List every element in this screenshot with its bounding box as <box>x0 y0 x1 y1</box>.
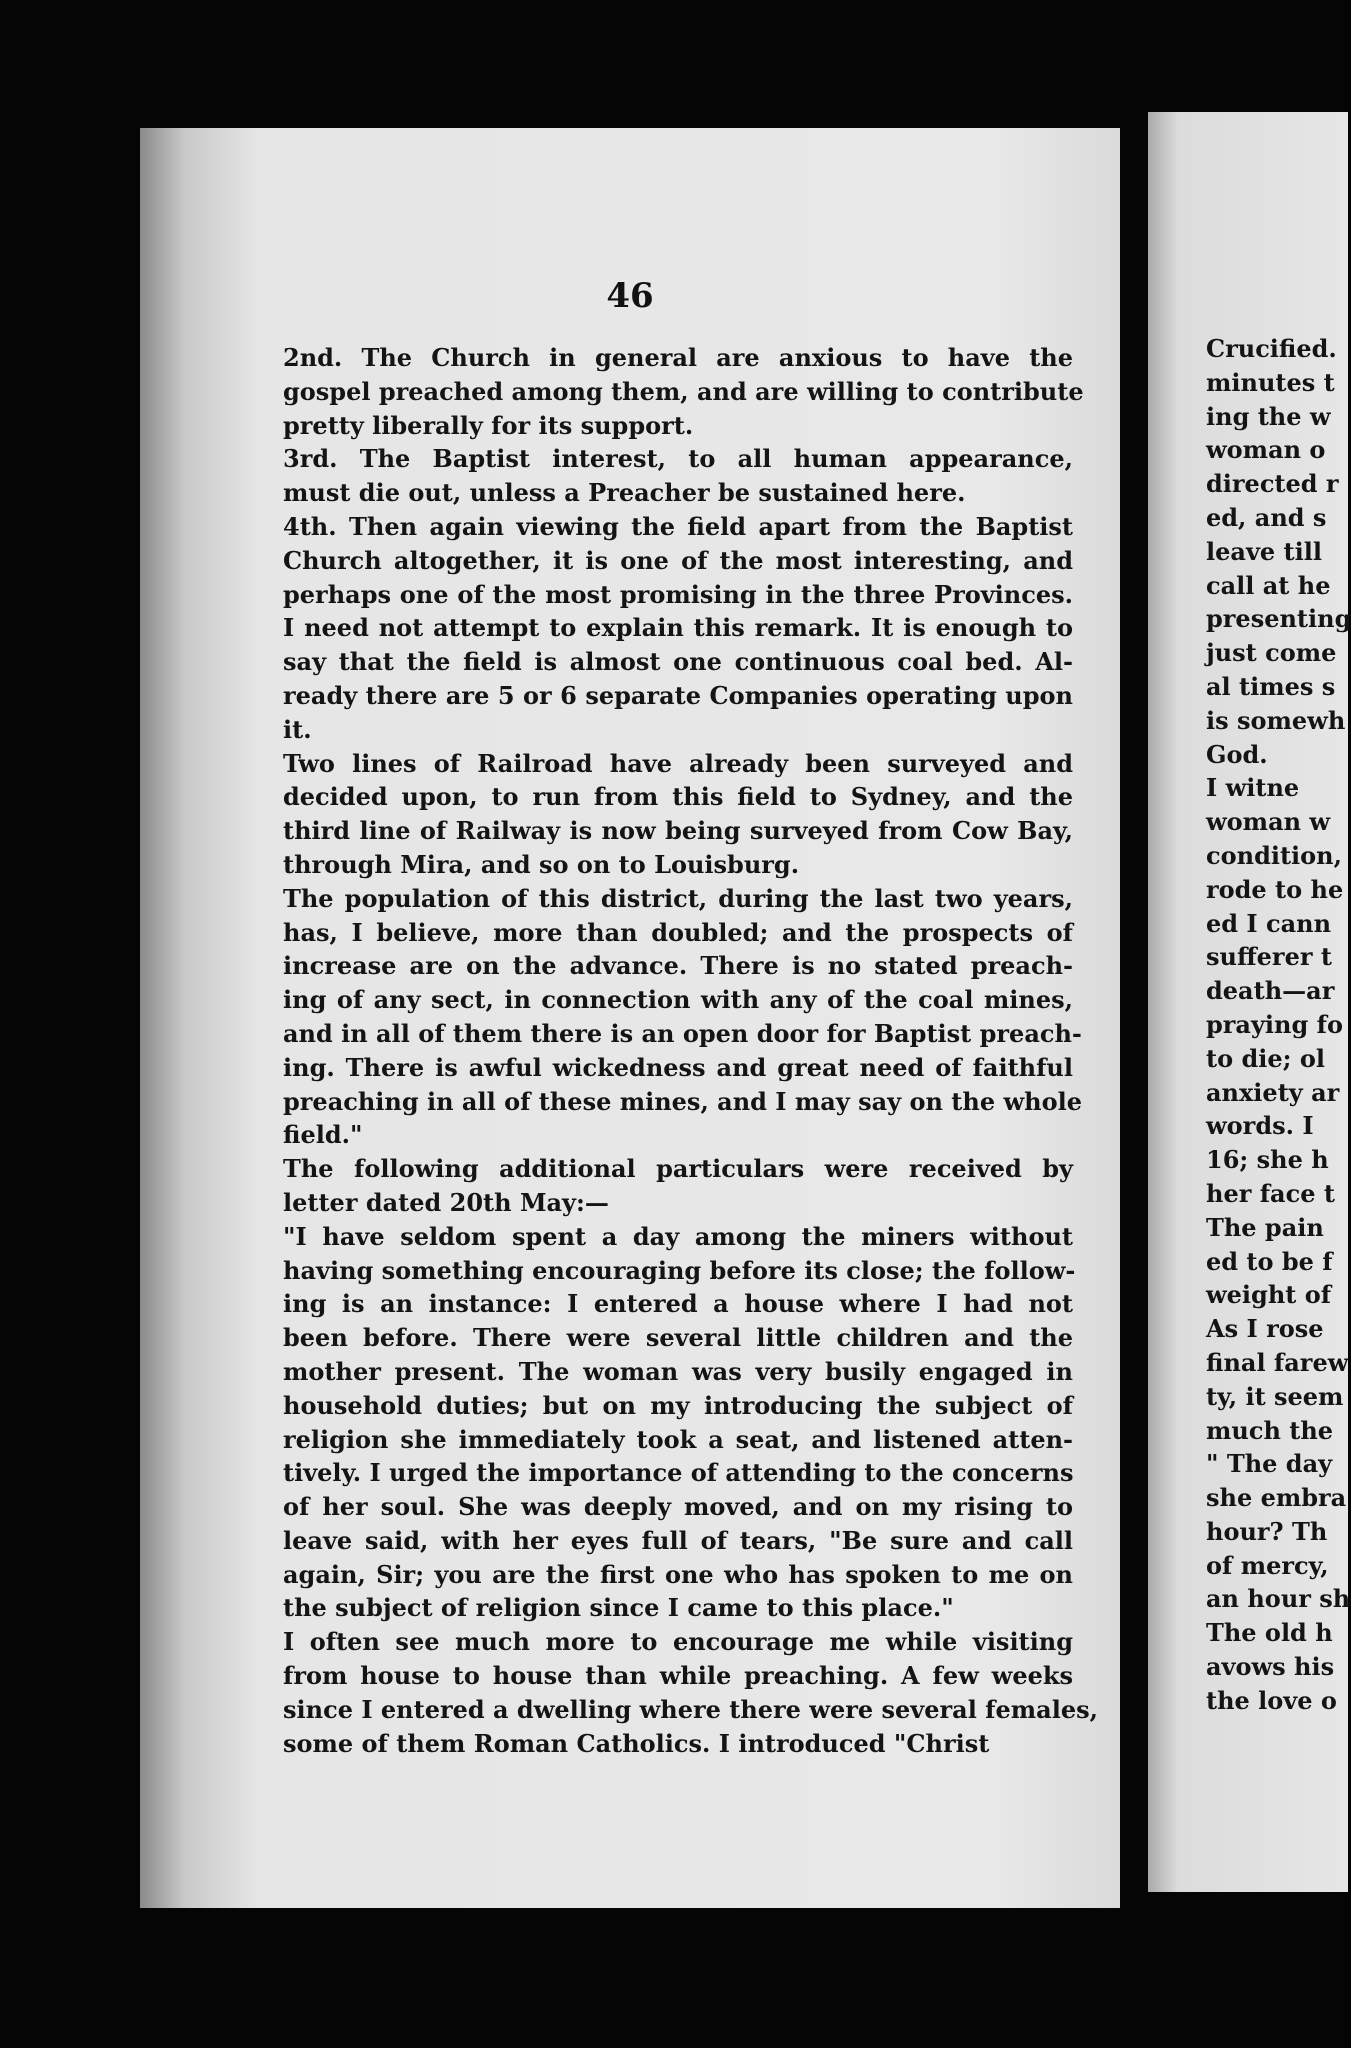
text-line: religion she immediately took a seat, and listened atten- <box>283 1424 1073 1454</box>
page-number: 46 <box>606 276 654 316</box>
text-line: through Mira, and so on to Louisburg. <box>283 849 800 879</box>
right-page-fragment <box>1148 112 1351 1892</box>
text-line: al times s <box>1206 671 1336 701</box>
text-line: perhaps one of the most promising in the three Provinces. <box>283 579 1073 609</box>
text-line: ty, it seem <box>1206 1381 1344 1411</box>
text-line: woman o <box>1206 435 1326 465</box>
text-line: ed to be f <box>1206 1246 1333 1276</box>
text-line: an hour sh <box>1206 1584 1351 1614</box>
text-line: The population of this district, during the last two years, <box>283 883 1073 913</box>
right-page-body-text <box>1206 332 1351 1718</box>
text-line: I often see much more to encourage me while visiting <box>283 1627 1073 1657</box>
text-line: her face t <box>1206 1178 1335 1208</box>
text-line: 2nd. The Church in general are anxious to have the <box>283 343 1073 372</box>
text-line: ing is an instance: I entered a house where I had not <box>283 1289 1073 1319</box>
text-line: and in all of them there is an open door for Baptist preach- <box>283 1018 1082 1048</box>
text-line: Crucified. <box>1206 334 1337 363</box>
text-line: ready there are 5 or 6 separate Companies operating upon <box>283 680 1073 710</box>
text-line: The following additional particulars were received by <box>283 1154 1073 1184</box>
text-line: "I have seldom spent a day among the miners without <box>283 1221 1073 1251</box>
left-page <box>140 128 1120 1908</box>
text-line: anxiety ar <box>1206 1077 1340 1107</box>
text-line: increase are on the advance. There is no stated preach- <box>283 951 1073 981</box>
text-line: much the <box>1206 1415 1334 1445</box>
text-line: the love o <box>1206 1685 1337 1715</box>
text-line: has, I believe, more than doubled; and the prospects of <box>283 917 1073 947</box>
text-line: pretty liberally for its support. <box>283 410 694 440</box>
text-line: condition, <box>1206 840 1342 870</box>
text-line: mother present. The woman was very busily engaged in <box>283 1356 1073 1386</box>
text-line: ing of any sect, in connection with any of the coal mines, <box>283 985 1073 1015</box>
text-line: 3rd. The Baptist interest, to all human appearance, <box>283 444 1073 474</box>
text-line: tively. I urged the importance of attending to the concerns <box>283 1458 1074 1488</box>
text-line: leave said, with her eyes full of tears, "Be sure and call <box>283 1525 1073 1555</box>
text-line: again, Sir; you are the first one who has spoken to me on <box>283 1559 1073 1589</box>
left-page-body-text <box>283 341 1098 1760</box>
text-line: third line of Railway is now being surveyed from Cow Bay, <box>283 816 1073 846</box>
text-line: " The day <box>1206 1449 1333 1479</box>
text-line: ing. There is awful wickedness and great need of faithful <box>283 1052 1073 1082</box>
text-line: it. <box>283 714 312 744</box>
text-line: ing the w <box>1206 401 1331 431</box>
text-line: having something encouraging before its close; the follow- <box>283 1255 1076 1285</box>
text-line: 4th. Then again viewing the field apart from the Baptist <box>283 511 1073 541</box>
text-line: final farew <box>1206 1347 1349 1377</box>
text-line: say that the field is almost one continuous coal bed. Al- <box>283 647 1073 677</box>
text-line: leave till <box>1206 536 1322 566</box>
text-line: The pain <box>1206 1212 1324 1242</box>
text-line: death—ar <box>1206 976 1335 1006</box>
text-line: preaching in all of these mines, and I may say on the whole <box>283 1086 1082 1116</box>
text-line: woman w <box>1206 807 1331 837</box>
text-line: of mercy, <box>1206 1550 1329 1580</box>
text-line: presenting <box>1206 604 1351 634</box>
text-line: decided upon, to run from this field to Sydney, and the <box>283 782 1073 812</box>
text-line: household duties; but on my introducing the subject of <box>283 1390 1073 1420</box>
text-line: weight of <box>1206 1280 1332 1310</box>
text-line: since I entered a dwelling where there were several females, <box>283 1694 1098 1724</box>
text-line: must die out, unless a Preacher be sustained here. <box>283 478 966 508</box>
text-line: gospel preached among them, and are willing to contribute <box>283 376 1084 406</box>
text-line: some of them Roman Catholics. I introduced "Christ <box>283 1728 990 1758</box>
text-line: I need not attempt to explain this remark. It is enough to <box>283 613 1073 643</box>
text-line: Church altogether, it is one of the most interesting, and <box>283 545 1073 575</box>
text-line: avows his <box>1206 1652 1335 1682</box>
text-line: 16; she h <box>1206 1145 1329 1175</box>
text-line: call at he <box>1206 570 1331 600</box>
text-line: I witne <box>1206 773 1300 803</box>
text-line: letter dated 20th May:— <box>283 1187 609 1217</box>
text-line: Two lines of Railroad have already been surveyed and <box>283 748 1073 778</box>
text-line: of her soul. She was deeply moved, and on my rising to <box>283 1492 1073 1522</box>
text-line: As I rose <box>1206 1314 1324 1344</box>
text-line: ed I cann <box>1206 908 1332 938</box>
text-line: sufferer t <box>1206 942 1332 972</box>
text-line: from house to house than while preaching. A few weeks <box>283 1661 1073 1691</box>
text-line: words. I <box>1206 1111 1314 1141</box>
text-line: she embra <box>1206 1483 1347 1513</box>
text-line: is somewh <box>1206 705 1346 735</box>
text-line: to die; ol <box>1206 1043 1325 1073</box>
text-line: just come <box>1206 638 1337 668</box>
text-line: hour? Th <box>1206 1516 1328 1546</box>
text-line: the subject of religion since I came to this place." <box>283 1593 954 1623</box>
text-line: God. <box>1206 739 1268 769</box>
text-line: field." <box>283 1120 363 1150</box>
text-line: ed, and s <box>1206 502 1327 532</box>
text-line: praying fo <box>1206 1009 1343 1039</box>
text-line: The old h <box>1206 1618 1333 1648</box>
text-line: directed r <box>1206 469 1339 499</box>
text-line: minutes t <box>1206 367 1335 397</box>
text-line: rode to he <box>1206 874 1344 904</box>
text-line: been before. There were several little children and the <box>283 1323 1073 1353</box>
